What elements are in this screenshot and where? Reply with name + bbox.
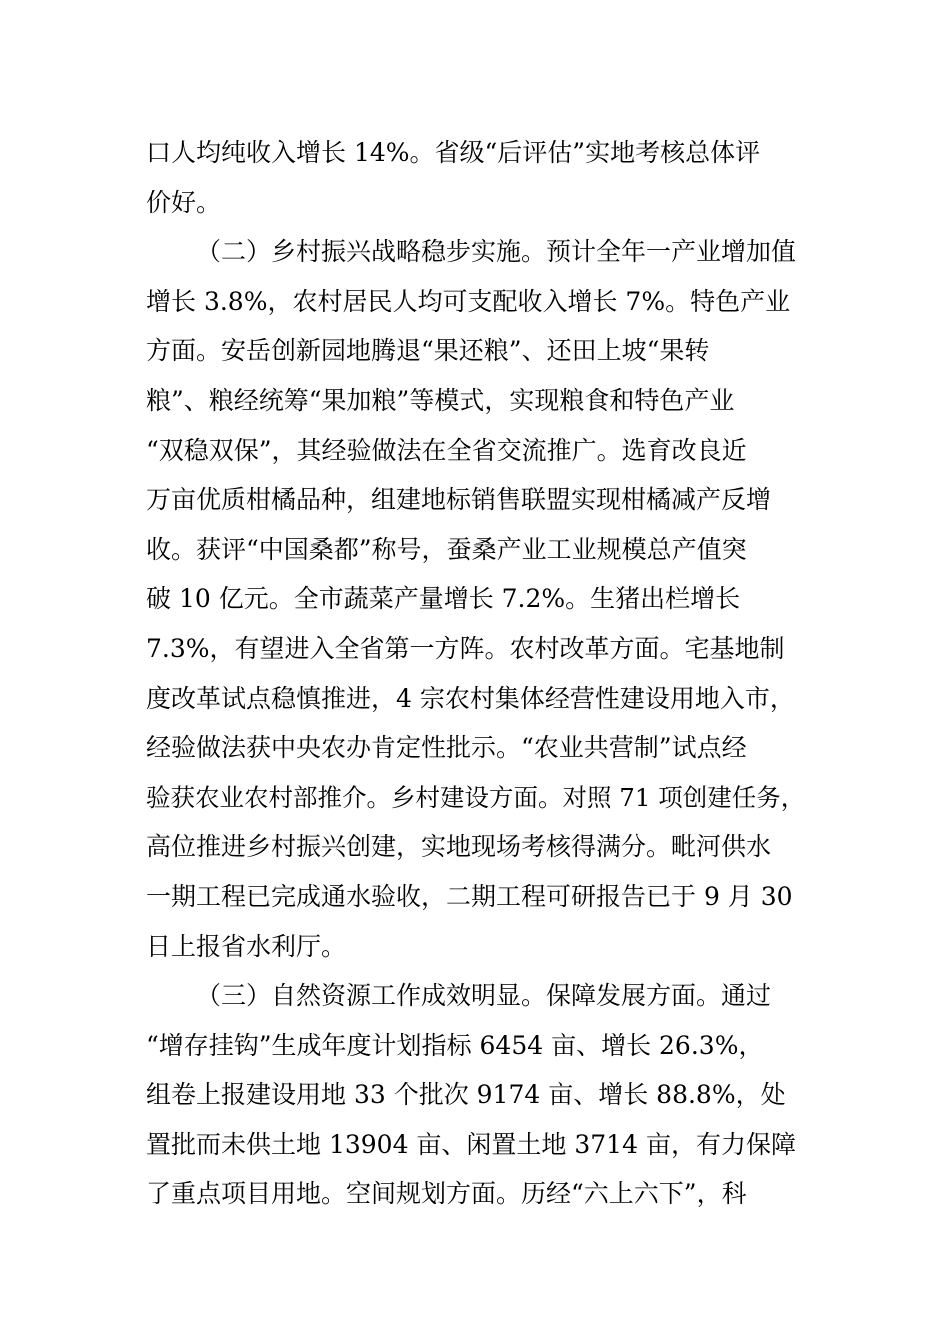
section-heading-2: （二）乡村振兴战略稳步实施。预计全年一产业增加值 [196,237,797,267]
text-line-7: “双稳双保”，其经验做法在全省交流推广。选育改良近 [146,435,747,465]
text-line-9: 收。获评“中国桑都”称号，蚕桑产业工业规模总产值突 [146,534,747,564]
text-line-16: 一期工程已完成通水验收，二期工程可研报告已于 9 月 30 [146,881,793,911]
section-heading-3: （三）自然资源工作成效明显。保障发展方面。通过 [196,981,772,1011]
text-line-21: 置批而未供土地 13904 亩、闲置土地 3714 亩，有力保障 [146,1129,796,1159]
text-line-1: 口人均纯收入增长 14%。省级“后评估”实地考核总体评 [146,138,761,167]
text-line-4: 增长 3.8%，农村居民人均可支配收入增长 7%。特色产业 [146,286,791,316]
body-text [146,128,811,1219]
text-line-10: 破 10 亿元。全市蔬菜产量增长 7.2%。生猪出栏增长 [146,584,741,614]
text-line-20: 组卷上报建设用地 33 个批次 9174 亩、增长 88.8%，处 [146,1080,786,1110]
text-line-5: 方面。安岳创新园地腾退“果还粮”、还田上坡“果转 [146,336,710,366]
text-line-6: 粮”、粮经统筹“果加粮”等模式，实现粮食和特色产业 [146,385,735,415]
text-line-2: 价好。 [146,187,222,217]
text-line-17: 日上报省水利厅。 [146,931,347,961]
text-line-19: “增存挂钩”生成年度计划指标 6454 亩、增长 26.3%， [146,1030,764,1060]
text-line-13: 经验做法获中央农办肯定性批示。“农业共营制”试点经 [146,733,747,763]
text-line-14: 验获农业农村部推介。乡村建设方面。对照 71 项创建任务， [146,782,806,812]
text-line-22: 了重点项目用地。空间规划方面。历经“六上六下”，科 [146,1179,747,1209]
text-line-12: 度改革试点稳慎推进，4 宗农村集体经营性建设用地入市， [146,683,795,713]
text-line-8: 万亩优质柑橘品种，组建地标销售联盟实现柑橘减产反增 [146,485,772,515]
text-line-15: 高位推进乡村振兴创建，实地现场考核得满分。毗河供水 [146,832,772,862]
text-line-11: 7.3%，有望进入全省第一方阵。农村改革方面。宅基地制 [146,633,785,663]
